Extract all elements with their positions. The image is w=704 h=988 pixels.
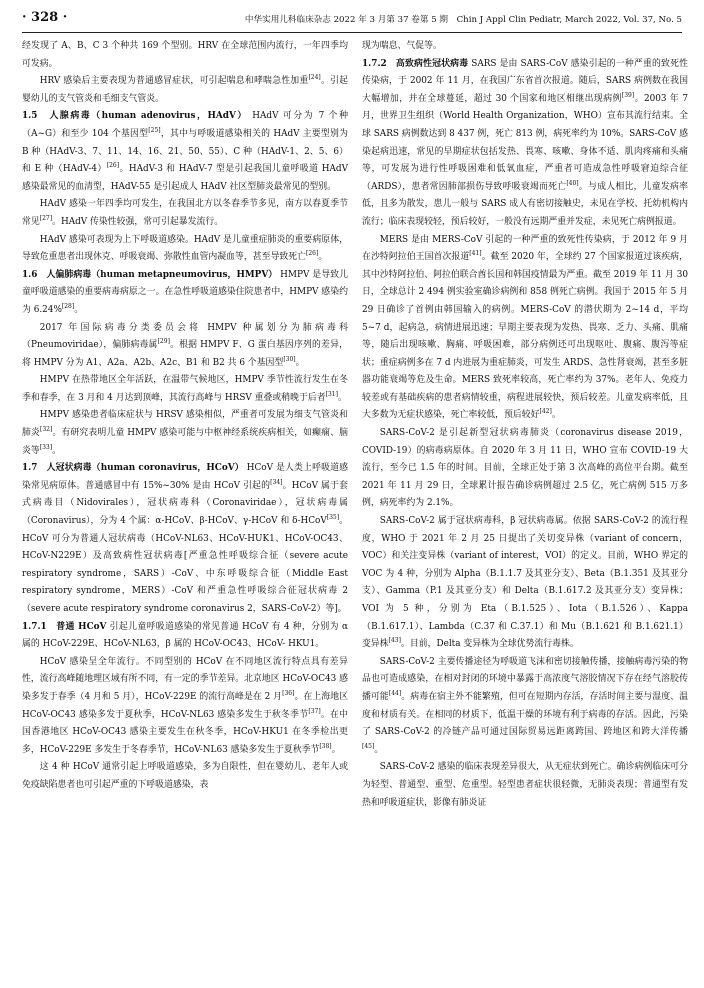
paragraph: HRV 感染后主要表现为普通感冒症状，可引起喘息和哮喘急性加重[24]。引起婴幼儿的支气管炎和毛细支气管炎。 [22, 74, 348, 104]
section-1-7-2 [362, 56, 688, 232]
paragraph: SARS-CoV-2 属于冠状病毒科，β 冠状病毒属。依据 SARS-CoV-2 的流行程度，WHO 于 2021 年 2 月 25 日提出了关切变异株（variant of concern，VOC）和关注变异株（variant of interest，VOI）的定义。目前，WHO 界定的 VOC 为 4 种，分别为 Alpha（B.1.1.7 及其亚分支）、Beta（B.1.351 及其亚分支）、Gamma（P.1 及其亚分支）和 Delta（B.1.617.2 及其亚分支）变异株；VOI 为 5 种，分别为 Eta（B.1.525）、Iota（B.1.526）、Kappa（B.1.617.1）、Lambda（C.37 和 C.37.1）和 Mu（B.1.621 和 B.1.621.1）变异株[43]。目前，Delta 变异株为全球优势流行毒株。 [362, 516, 688, 650]
citation-ref: [33] [39, 443, 53, 451]
section-heading: 1.7 人冠状病毒（human coronavirus，HCoV） [22, 463, 244, 474]
citation-ref: [41] [469, 250, 482, 258]
citation-ref: [32] [39, 426, 53, 434]
section-heading: 1.6 人偏肺病毒（human metapneumovirus，HMPV） [22, 269, 278, 280]
citation-ref: [40] [566, 179, 579, 187]
citation-ref: [39] [621, 91, 635, 99]
paragraph: 引起儿童呼吸道感染的常见普通 HCoV 有 4 种，分别为 α 属的 HCoV-229E、HCoV-NL63，β 属的 HCoV-OC43、HCoV- HKU1。 [22, 621, 348, 650]
citation-ref: [25] [148, 127, 161, 134]
citation-ref: [44] [388, 690, 402, 697]
citation-ref: [27] [39, 214, 53, 222]
section-heading: 1.5 人腺病毒（human adenovirus，HAdV） [22, 111, 248, 122]
citation-ref: [26] [306, 250, 319, 258]
paragraph: HMPV 是导致儿童呼吸道感染的重要病毒病原之一。在急性呼吸道感染住院患者中，HMPV 感染约为 6.24%[28]。 [22, 269, 349, 315]
citation-ref: [37] [308, 707, 321, 715]
paragraph: 这 4 种 HCoV 通常引起上呼吸道感染，多为自限性，但在婴幼儿、老年人或免疫缺陷患者也可引起严重的下呼吸道感染，表 [22, 762, 348, 790]
paragraph: SARS-CoV-2 感染的临床表现差异很大，从无症状到死亡。确诊病例临床可分为轻型、普通型、重型、危重型。轻型患者症状很轻微，无肺炎表现；普通型有发热和呼吸道症状，影像有肺炎证 [362, 762, 688, 808]
citation-ref: [43] [388, 637, 401, 645]
paragraph: SARS-CoV-2 是引起新型冠状病毒肺炎（coronavirus disease 2019，COVID-19）的病毒病原体。自 2020 年 3 月 11 日，WHO 宣布 COVID-19 大流行，至今已 1.5 年的时间。目前，全球正处于第 3 次高峰的高位平台期。截至 2021 年 11 月 29 日，全球累计报告确诊病例超过 2.5 亿，死亡病例 515 万多例，病死率约为 2.1%。 [362, 428, 688, 509]
right-column [362, 38, 688, 812]
paragraph: HAdV 感染可表现为上下呼吸道感染。HAdV 是儿童重症肺炎的重要病原体，导致危重患者出现休克、呼吸衰竭、弥散性血管内凝血等，甚至导致死亡[26]。 [22, 234, 348, 263]
citation-ref: [30] [283, 355, 296, 363]
paragraph: HMPV 感染患者临床症状与 HRSV 感染相似，严重者可发展为细支气管炎和肺炎[32]。有研究表明儿童 HMPV 感染可能与中枢神经系统疾病相关，如癫痫、脑炎等[33]。 [22, 410, 348, 456]
paragraph: SARS 是由 SARS-CoV 感染引起的一种严重的致死性传染病，于 2002 年 11 月，在我国广东省首次报道。随后，SARS 病例数在我国大幅增加，并在全球蔓延，超过 30 个国家和地区相继出现病例[39]。2003 年 7 月，世界卫生组织（World Health Organization，WHO）宣布其流行结束。全球 SARS 病例数达到 8 437 例，死亡 813 例，病死率约为 10%。SARS-CoV 感染起病迅速，常见的早期症状包括发热、畏寒、咳嗽、身体不适、肌肉疼痛和头痛等，可发展为进行性呼吸困难和低氧血症，严重者可造成急性呼吸窘迫综合征（ARDS），患者常因肺部损伤导致呼吸衰竭而死亡[40]。与成人相比，儿童发病率低，且多为散发，患儿一般与 SARS 成人有密切接触史，未见在学校、托幼机构内流行；临床表现较轻，预后较好，一般没有远期严重并发症，未见死亡病例报道。 [362, 58, 689, 227]
section-1-6 [22, 267, 348, 320]
citation-ref: [29] [157, 338, 170, 346]
paragraph: HMPV 在热带地区全年活跃，在温带气候地区，HMPV 季节性流行发生在冬季和春季，在 3 月和 4 月达到顶峰，其流行高峰与 HRSV 重叠或稍晚于后者[31]。 [22, 375, 348, 403]
citation-ref: [36] [282, 690, 295, 697]
citation-ref: [24] [308, 74, 321, 82]
running-header [22, 8, 682, 33]
citation-ref: [42] [539, 408, 552, 416]
subsection-heading: 1.7.1 普通 HCoV [22, 621, 107, 632]
citation-ref: [45] [362, 742, 375, 750]
section-1-7-1 [22, 619, 348, 654]
citation-ref: [28] [61, 302, 75, 310]
paragraph: HCoV 是人类上呼吸道感染常见病原体。普通感冒中有 15%~30% 是由 HCoV 引起的[34]。HCoV 属于套式病毒目（Nidovirales），冠状病毒科（Coronaviridae），冠状病毒属（Coronavirus），分为 4 个属：α-HCoV、β-HCoV、γ-HCoV 和 δ-HCoV[35]。HCoV 可分为普通人冠状病毒（HCoV-NL63、HCoV-HUK1、HCoV-OC43、HCoV-N229E）及高致病性冠状病毒[严重急性呼吸综合征（severe acute respiratory syndrome，SARS）-CoV、中东呼吸综合征（Middle East respiratory syndrome，MERS）-CoV 和严重急性呼吸综合征冠状病毒 2（severe acute respiratory syndrome coronavirus 2，SARS-CoV-2）等]。 [22, 463, 348, 614]
paragraph: 现为喘息、气促等。 [362, 41, 442, 51]
section-1-7 [22, 460, 348, 618]
subsection-heading: 1.7.2 高致病性冠状病毒 [362, 58, 469, 69]
citation-ref: [38] [319, 742, 332, 750]
citation-ref: [31] [325, 390, 338, 398]
paragraph: 经发现了 A、B、C 3 个种共 169 个型别。HRV 在全球范围内流行，一年四季均可发病。 [22, 41, 348, 69]
citation-ref: [35] [326, 514, 340, 522]
paragraph: 2017 年国际病毒分类委员会将 HMPV 种属划分为肺病毒科（Pneumoviridae），偏肺病毒属[29]。根据 HMPV F、G 蛋白基因序列的差异，将 HMPV 分为 A1、A2a、A2b、A2c、B1 和 B2 共 6 个基因型[30]。 [22, 322, 348, 368]
paragraph: HAdV 可分为 7 个种（A~G）和至少 104 个基因型[25]，其中与呼吸道感染相关的 HAdV 主要型别为 B 种（HAdV-3、7、11、14、16、21、50、55）、C 种（HAdV-1、2、5、6）和 E 种（HAdV-4）[26]。HAdV-3 和 HAdV-7 型是引起我国儿童呼吸道 HAdV 感染最常见的血清型，HAdV-55 是引起成人 HAdV 社区型肺炎最常见的型别。 [22, 111, 348, 192]
paragraph: HCoV 感染呈全年流行。不同型别的 HCoV 在不同地区流行特点具有差异性，流行高峰随地理区域有所不同，有一定的季节差异。北京地区 HCoV-OC43 感染多发于春季（4 月和 5 月），HCoV-229E 的流行高峰是在 2 月[36]。在上海地区 HCoV-OC43 感染多发于夏秋季，HCoV-NL63 感染多发生于秋冬季节[37]。在中国香港地区 HCoV-OC43 感染主要发生在秋冬季，HCoV-HKU1 在冬季检出更多，HCoV-229E 多发生于冬春季节，HCoV-NL63 感染多发生于夏秋季节[38]。 [22, 656, 349, 755]
left-column [22, 38, 348, 795]
page-number: · 328 · [22, 10, 68, 25]
citation-ref: [34] [270, 478, 283, 486]
journal-title: 中华实用儿科临床杂志 2022 年 3 月第 37 卷第 5 期 Chin J Appl Clin Pediatr, March 2022, Vol. 37, No. 5 [244, 15, 682, 25]
paragraph: HAdV 感染一年四季均可发生，在我国北方以冬春季节多见，南方以春夏季节常见[27]。HAdV 传染性较强，常可引起暴发流行。 [22, 199, 348, 227]
section-1-5 [22, 108, 348, 196]
paragraph: SARS-CoV-2 主要传播途径为呼吸道飞沫和密切接触传播，接触病毒污染的物品也可造成感染，在相对封闭的环境中暴露于高浓度气溶胶情况下存在经气溶胶传播可能[44]。病毒在宿主外不能繁殖，但可在短期内存活，存活时间主要与湿度、温度和材质有关。在相同的材质下，低温干燥的环境有利于病毒的存活。因此，污染了 SARS-CoV-2 的冷链产品可通过国际贸易远距离跨国、跨地区和跨大洋传播[45]。 [362, 656, 689, 755]
paragraph: MERS 是由 MERS-CoV 引起的一种严重的致死性传染病，于 2012 年 9 月在沙特阿拉伯王国首次报道[41]。截至 2020 年，全球约 27 个国家报道过该疾病，其中沙特阿拉伯、阿拉伯联合酋长国和韩国疫情最为严重。截至 2019 年 11 月 30 日，全球总计 2 494 例实验室确诊病例和 858 例死亡病例。我国于 2015 年 5 月 29 日确诊了首例由韩国输入的病例。MERS-CoV 的潜伏期为 2~14 d，平均 5~7 d，起病急，病情进展迅速；早期主要表现为发热、畏寒、乏力、头痛、肌痛等，随后出现咳嗽、胸痛、呼吸困难，部分病例还可出现呕吐、腹痛、腹泻等症状；重症病例多在 7 d 内进展为重症肺炎，可发生 ARDS、急性肾衰竭，甚至多脏器功能衰竭等危及生命。MERS 致死率较高，死亡率约为 37%。老年人、免疫力较差或有基础疾病的患者病情较重，病程进展较快，预后较差。儿童发病率低，且大多数为无症状感染，死亡率较低，预后较好[42]。 [362, 234, 688, 421]
citation-ref: [26] [106, 162, 120, 170]
